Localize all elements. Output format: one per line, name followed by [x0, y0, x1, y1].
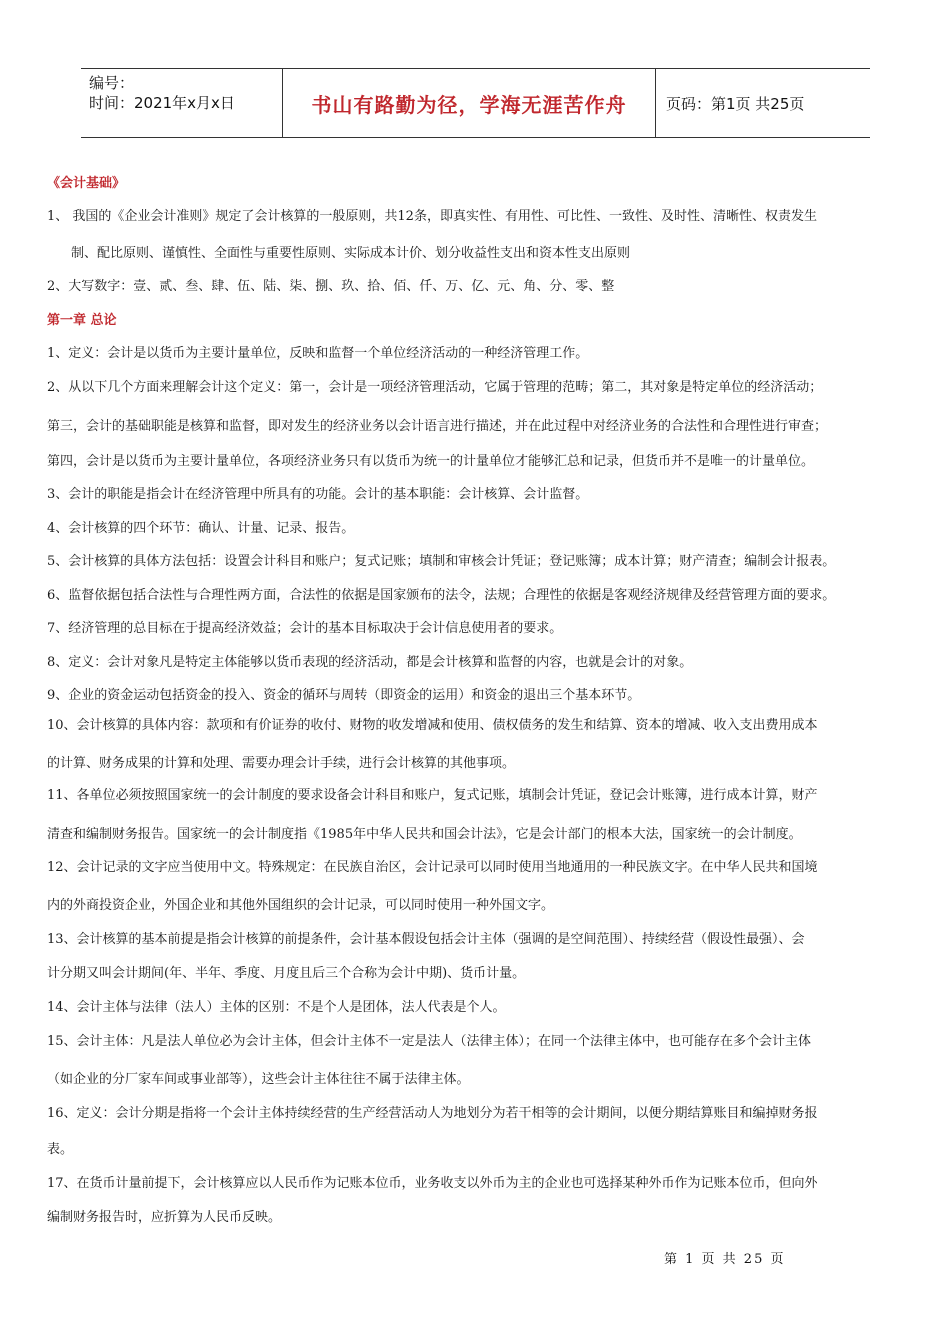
text-line: 1、 我国的《企业会计准则》规定了会计核算的一般原则，共12条，即真实性、有用性、可比性、一致性、及时性、清晰性、权责发生: [47, 209, 817, 224]
text-line: 3、会计的职能是指会计在经济管理中所具有的功能。会计的基本职能：会计核算、会计监督。: [47, 487, 589, 502]
text-line: 8、定义：会计对象凡是特定主体能够以货币表现的经济活动，都是会计核算和监督的内容，也就是会计的对象。: [47, 655, 693, 670]
text-line: 制、配比原则、谨慎性、全面性与重要性原则、实际成本计价、划分收益性支出和资本性支出原则: [71, 246, 631, 261]
section-heading: 第一章 总论: [47, 313, 117, 328]
date-text: 时间：2021年x月x日: [89, 94, 235, 112]
text-line: 内的外商投资企业，外国企业和其他外国组织的会计记录，可以同时使用一种外国文字。: [47, 898, 555, 913]
text-line: 编制财务报告时，应折算为人民币反映。: [47, 1210, 282, 1225]
document-header: [81, 68, 870, 138]
code-label: 编号：: [89, 74, 135, 92]
text-line: 表。: [47, 1142, 74, 1157]
text-line: 7、经济管理的总目标在于提高经济效益；会计的基本目标取决于会计信息使用者的要求。: [47, 621, 563, 636]
text-line: 10、会计核算的具体内容：款项和有价证券的收付、财物的收发增减和使用、债权债务的发生和结算、资本的增减、收入支出费用成本: [47, 718, 818, 733]
text-line: 12、会计记录的文字应当使用中文。特殊规定：在民族自治区，会计记录可以同时使用当地通用的一种民族文字。在中华人民共和国境: [47, 860, 818, 875]
text-line: 15、会计主体：凡是法人单位必为会计主体，但会计主体不一定是法人（法律主体）；在同一个法律主体中，也可能存在多个会计主体: [47, 1034, 812, 1049]
text-line: 9、企业的资金运动包括资金的投入、资金的循环与周转（即资金的运用）和资金的退出三个基本环节。: [47, 688, 641, 703]
text-line: 的计算、财务成果的计算和处理、需要办理会计手续，进行会计核算的其他事项。: [47, 756, 516, 771]
text-line: 13、会计核算的基本前提是指会计核算的前提条件，会计基本假设包括会计主体（强调的是空间范围）、持续经营（假设性最强）、会: [47, 932, 805, 947]
text-line: （如企业的分厂家车间或事业部等），这些会计主体往往不属于法律主体。: [47, 1072, 470, 1087]
text-line: 16、定义：会计分期是指将一个会计主体持续经营的生产经营活动人为地划分为若干相等的会计期间，以便分期结算账目和编掉财务报: [47, 1106, 818, 1121]
text-line: 2、从以下几个方面来理解会计这个定义：第一，会计是一项经济管理活动，它属于管理的范畴；第二，其对象是特定单位的经济活动；: [47, 380, 823, 395]
text-line: 第三，会计的基础职能是核算和监督，即对发生的经济业务以会计语言进行描述，并在此过程中对经济业务的合法性和合理性进行审查；: [47, 419, 828, 434]
text-line: 17、在货币计量前提下，会计核算应以人民币作为记账本位币，业务收支以外币为主的企业也可选择某种外币作为记账本位币，但向外: [47, 1176, 818, 1191]
header-page-info: 页码：第1页 共25页: [666, 94, 805, 113]
section-heading: 《会计基础》: [47, 176, 126, 191]
text-line: 11、各单位必须按照国家统一的会计制度的要求设备会计科目和账户，复式记账，填制会计凭证，登记会计账簿，进行成本计算，财产: [47, 788, 818, 803]
text-line: 1、定义：会计是以货币为主要计量单位，反映和监督一个单位经济活动的一种经济管理工作。: [47, 346, 589, 361]
header-motto: 书山有路勤为径，学海无涯苦作舟: [283, 69, 656, 137]
header-meta: [81, 69, 283, 137]
text-line: 清查和编制财务报告。国家统一的会计制度指《1985年中华人民共和国会计法》，它是会计部门的根本大法，国家统一的会计制度。: [47, 827, 802, 842]
text-line: 第四，会计是以货币为主要计量单位，各项经济业务只有以货币为统一的计量单位才能够汇总和记录，但货币并不是唯一的计量单位。: [47, 454, 815, 469]
text-line: 6、监督依据包括合法性与合理性两方面，合法性的依据是国家颁布的法令，法规；合理性的依据是客观经济规律及经营管理方面的要求。: [47, 588, 836, 603]
text-line: 5、会计核算的具体方法包括：设置会计科目和账户；复式记账；填制和审核会计凭证；登记账簿；成本计算；财产清查；编制会计报表。: [47, 554, 836, 569]
text-line: 计分期又叫会计期间(年、半年、季度、月度且后三个合称为会计中期)、货币计量。: [47, 966, 526, 981]
text-line: 2、大写数字：壹、贰、叁、肆、伍、陆、柒、捌、玖、拾、佰、仟、万、亿、元、角、分、零、整: [47, 279, 615, 294]
text-line: 4、会计核算的四个环节：确认、计量、记录、报告。: [47, 521, 355, 536]
page-footer: 第 1 页 共 25 页: [664, 1252, 786, 1267]
text-line: 14、会计主体与法律（法人）主体的区别：不是个人是团体，法人代表是个人。: [47, 1000, 506, 1015]
